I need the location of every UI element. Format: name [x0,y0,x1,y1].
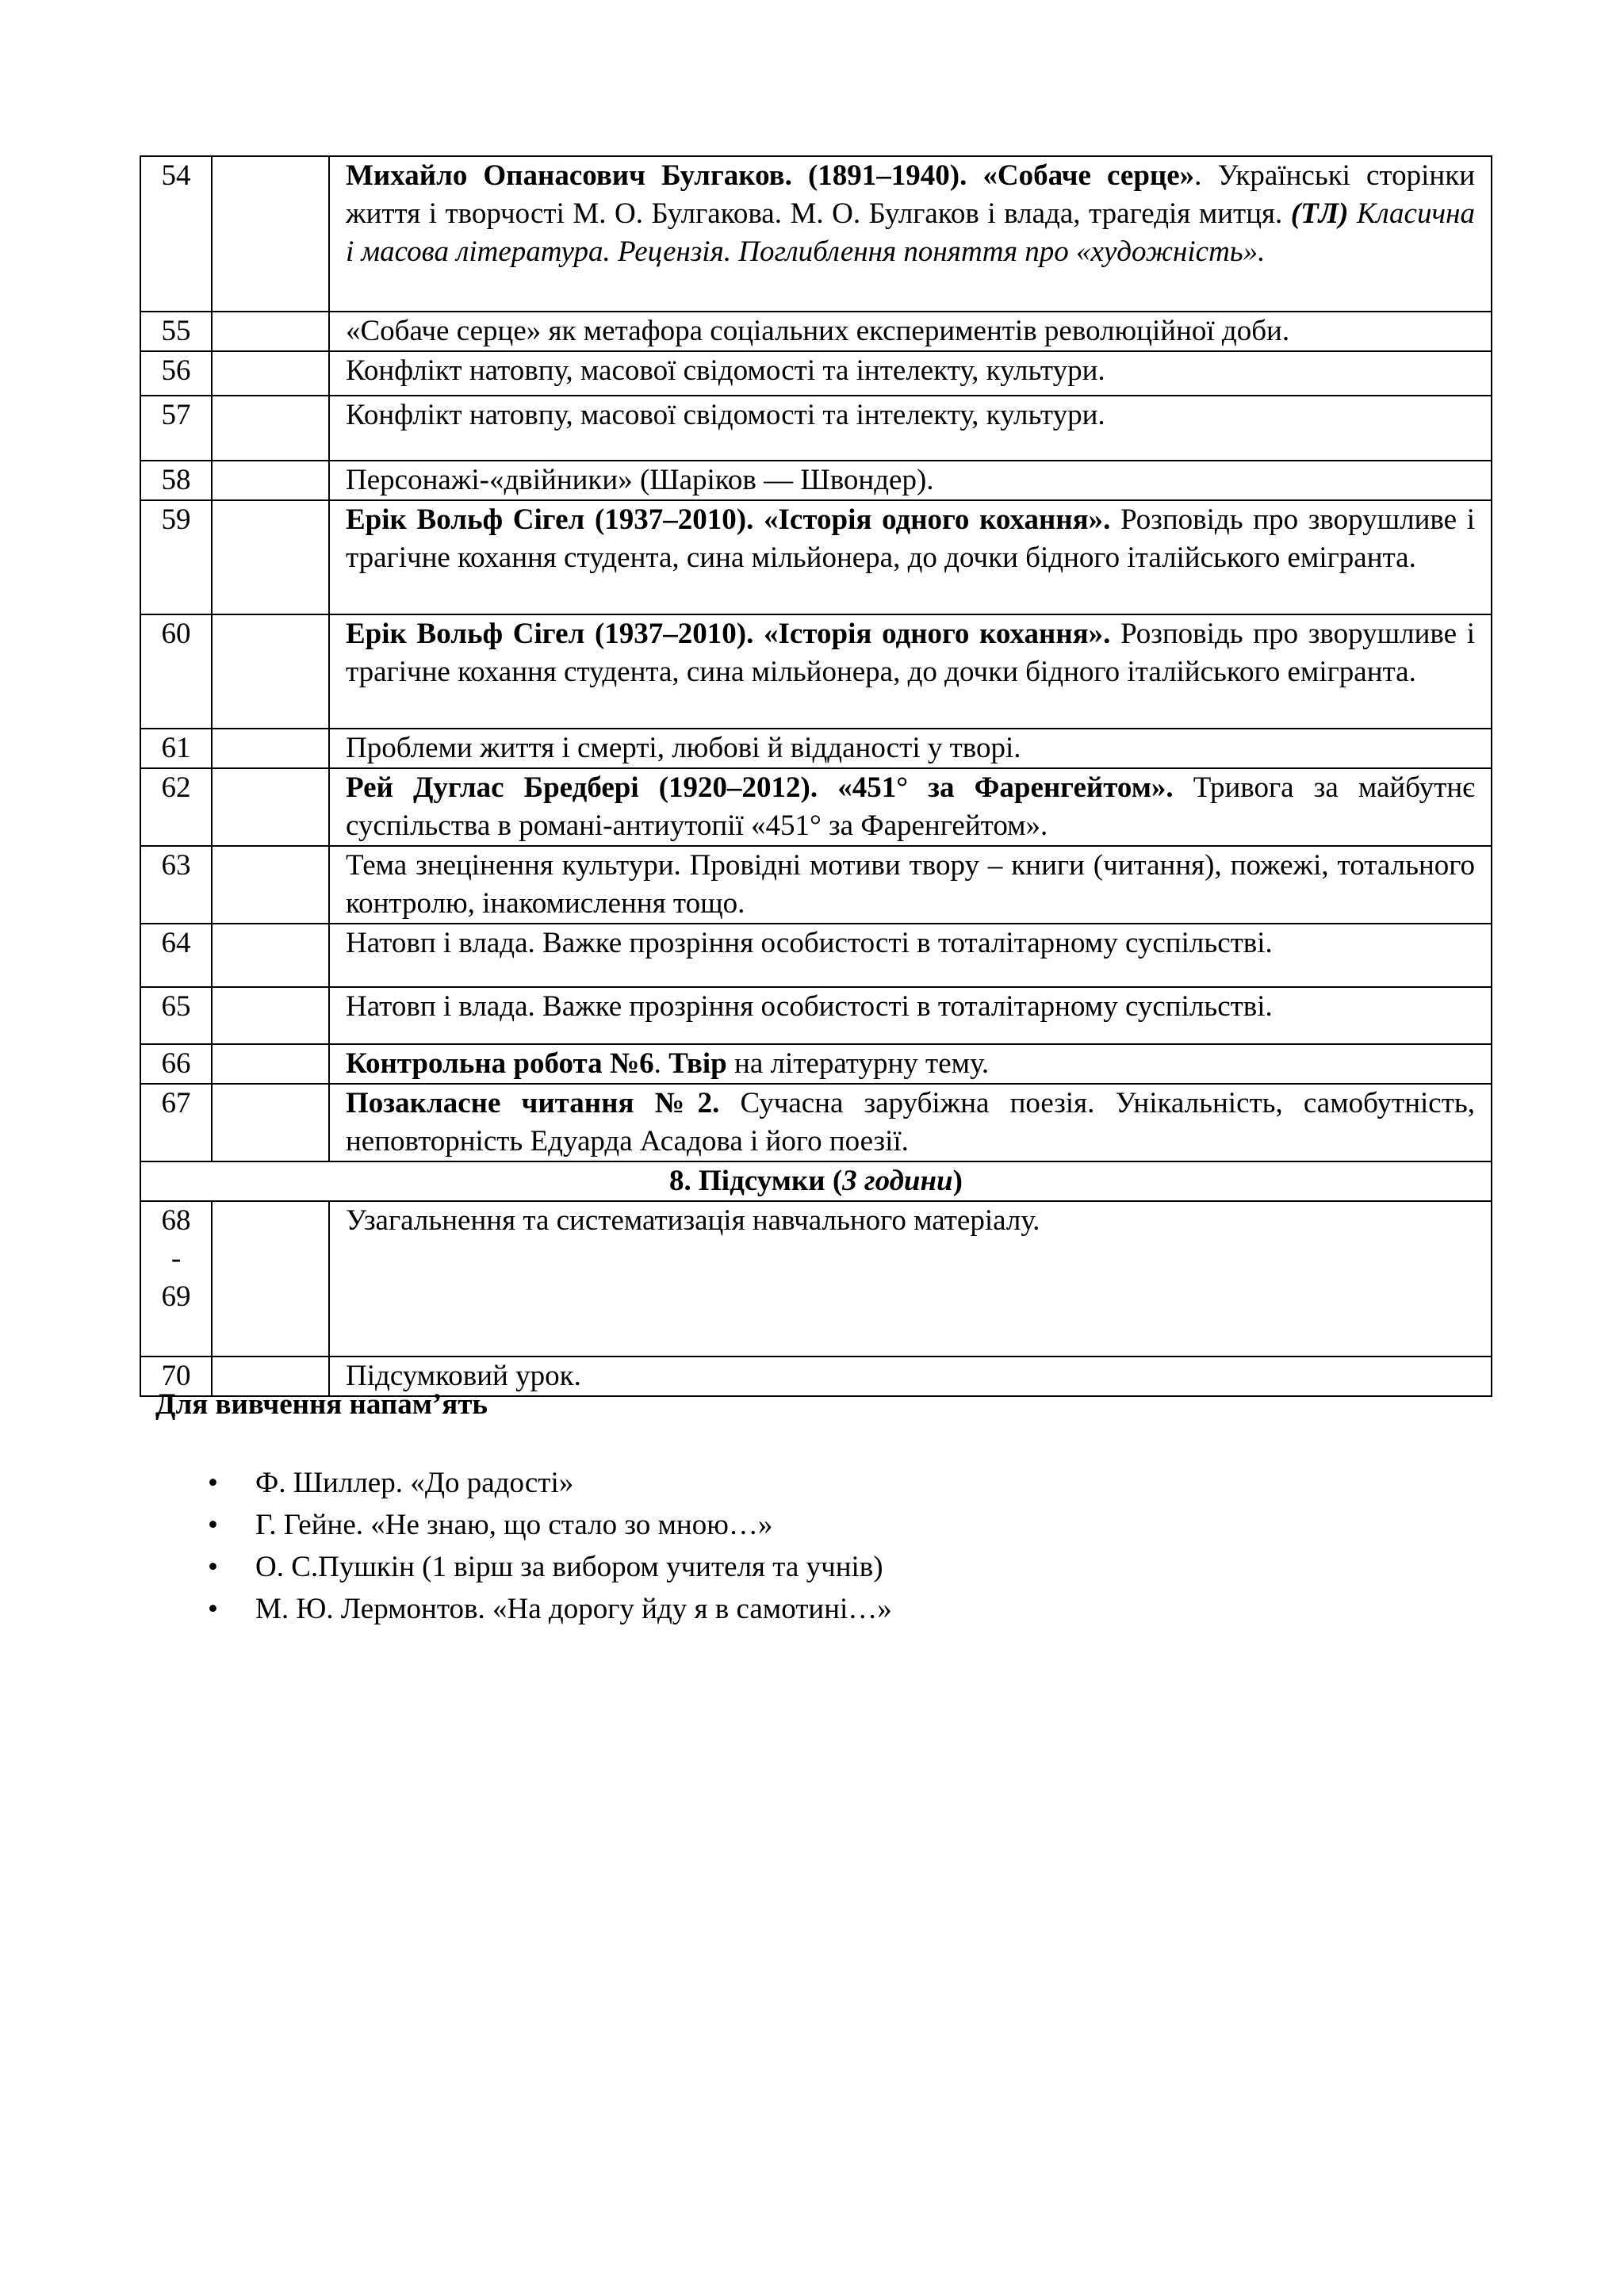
lesson-topic [329,500,1492,614]
table-row [140,500,1492,614]
lesson-topic [329,396,1492,461]
topic-fragment: «Собаче серце» як метафора соціальних експериментів революційної доби. [346,315,1290,347]
lesson-topic [329,924,1492,987]
lesson-plan-body [140,156,1492,1396]
table-row [140,1084,1492,1161]
topic-fragment: на літературну тему. [726,1047,990,1080]
bullet-icon: • [208,1551,218,1583]
topic-fragment: Ерік Вольф Сігел (1937–2010). «Історія одного кохання». [346,618,1111,650]
lesson-date-cell [212,1044,329,1084]
topic-fragment: . Українські сторінки життя і творчості М. О. Булгакова. М. О. Булгаков і влада, трагедія митця. [346,159,1475,230]
lesson-number: 54 [140,156,212,312]
list-item-text: Ф. Шиллер. «До радості» [255,1467,574,1499]
section-prefix: 8. Підсумки ( [669,1165,843,1197]
topic-fragment: Сучасна зарубіжна поезія. Унікальність, самобутність, неповторність Едуарда Асадова і його поезії. [346,1087,1475,1158]
lesson-number-bottom: 69 [161,1280,191,1313]
topic-fragment: Натовп і влада. Важке прозріння особистості в тоталітарному суспільстві. [346,927,1273,959]
topic-fragment: Проблеми життя і смерті, любові й відданості у творі. [346,732,1021,764]
topic-fragment: Розповідь про зворушливе і трагічне кохання студента, сина мільйонера, до дочки бідного італійського емігранта. [346,618,1475,688]
lesson-date-cell [212,461,329,500]
lesson-topic [329,987,1492,1044]
topic-fragment: Натовп і влада. Важке прозріння особистості в тоталітарному суспільстві. [346,990,1273,1023]
list-item [155,1546,1345,1588]
table-row [140,156,1492,312]
lesson-number: 63 [140,846,212,924]
lesson-number [140,1201,212,1357]
lesson-date-cell [212,156,329,312]
table-row [140,461,1492,500]
lesson-topic [329,156,1492,312]
lesson-number: 66 [140,1044,212,1084]
table-row [140,987,1492,1044]
topic-fragment: Тема знецінення культури. Провідні мотиви твору – книги (читання), пожежі, тотального контролю, інакомислення тощо. [346,849,1475,920]
section-heading-summary [140,1161,1492,1201]
list-item [155,1462,1345,1504]
section-suffix: ) [952,1165,963,1197]
lesson-number: 70 [140,1357,212,1396]
table-row [140,768,1492,846]
lesson-plan-table [140,155,1492,1397]
lesson-date-cell [212,1201,329,1357]
table-row [140,846,1492,924]
lesson-topic [329,1044,1492,1084]
topic-fragment: Михайло Опанасович Булгаков. (1891–1940). «Собаче серце» [346,159,1195,192]
lesson-number: 67 [140,1084,212,1161]
list-item [155,1504,1345,1546]
table-row [140,729,1492,768]
lesson-topic [329,312,1492,351]
memorization-list [155,1462,1345,1630]
topic-fragment: Конфлікт натовпу, масової свідомості та інтелекту, культури. [346,354,1105,387]
lesson-topic: Узагальнення та систематизація навчального матеріалу. [329,1201,1492,1357]
lesson-date-cell [212,729,329,768]
lesson-number-dash: - [170,1242,182,1275]
lesson-number: 58 [140,461,212,500]
lesson-topic [329,846,1492,924]
table-row-68-69 [140,1201,1492,1357]
bullet-icon: • [208,1509,218,1541]
table-row-section [140,1161,1492,1201]
topic-fragment: Персонажі-«двійники» (Шаріков — Швондер). [346,464,934,496]
bullet-icon: • [208,1467,218,1499]
lesson-date-cell [212,500,329,614]
lesson-date-cell [212,768,329,846]
lesson-number: 57 [140,396,212,461]
topic-fragment: . [653,1047,669,1080]
lesson-date-cell [212,351,329,396]
table-row [140,396,1492,461]
lesson-date-cell [212,987,329,1044]
topic-fragment: Рей Дуглас Бредбері (1920–2012). «451° за Фаренгейтом». [346,771,1174,804]
lesson-topic [329,614,1492,729]
topic-fragment: (ТЛ) [1290,197,1349,230]
lesson-date-cell [212,846,329,924]
lesson-date-cell [212,1084,329,1161]
memorization-heading: Для вивчення напам’ять [155,1388,488,1421]
table-row [140,312,1492,351]
lesson-number: 56 [140,351,212,396]
lesson-number: 65 [140,987,212,1044]
table-row [140,924,1492,987]
lesson-number: 62 [140,768,212,846]
lesson-date-cell [212,396,329,461]
list-item-text: М. Ю. Лермонтов. «На дорогу йду я в самотині…» [255,1593,892,1625]
lesson-number-top: 68 [161,1204,191,1237]
bullet-icon: • [208,1593,218,1625]
lesson-number: 59 [140,500,212,614]
lesson-number: 61 [140,729,212,768]
topic-fragment: Ерік Вольф Сігел (1937–2010). «Історія одного кохання». [346,503,1111,536]
lesson-date-cell [212,614,329,729]
list-item-text: О. С.Пушкін (1 вірш за вибором учителя та учнів) [255,1551,883,1583]
lesson-date-cell [212,312,329,351]
table-row [140,1044,1492,1084]
lesson-topic: Підсумковий урок. [329,1357,1492,1396]
topic-fragment: Твір [668,1047,727,1080]
topic-fragment: Класична і масова література. Рецензія. Поглиблення поняття про «художність». [346,197,1475,268]
lesson-topic [329,461,1492,500]
lesson-topic [329,729,1492,768]
lesson-number: 55 [140,312,212,351]
topic-fragment: Розповідь про зворушливе і трагічне кохання студента, сина мільйонера, до дочки бідного італійського емігранта. [346,503,1475,574]
list-item [155,1588,1345,1630]
topic-fragment: Позакласне читання №2. [346,1087,720,1119]
list-item-text: Г. Гейне. «Не знаю, що стало зо мною…» [255,1509,773,1541]
topic-fragment: Тривога за майбутнє суспільства в романі-антиутопії «451° за Фаренгейтом». [346,771,1476,842]
lesson-date-cell [212,924,329,987]
topic-fragment: Контрольна робота №6 [346,1047,654,1080]
lesson-number: 64 [140,924,212,987]
lesson-topic [329,768,1492,846]
lesson-topic [329,351,1492,396]
table-row [140,351,1492,396]
section-hours: 3 години [842,1165,953,1197]
table-row [140,614,1492,729]
lesson-topic [329,1084,1492,1161]
lesson-number: 60 [140,614,212,729]
topic-fragment: Конфлікт натовпу, масової свідомості та інтелекту, культури. [346,399,1105,431]
